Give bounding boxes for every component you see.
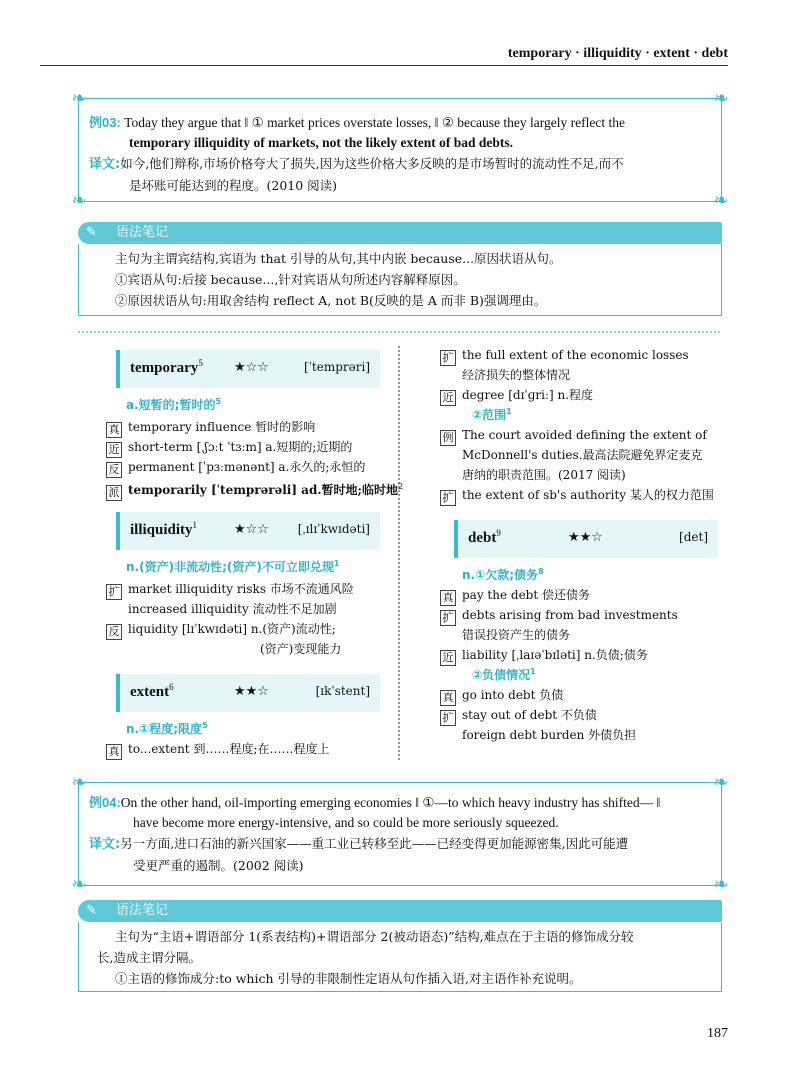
translation-line: 译文:另一方面,进口石油的新兴国家——重工业已转移至此——已经变得更加能源密集,因此可能遭 [89,836,629,852]
star-rating: ★☆☆ [234,360,269,375]
entry-continuation: 错误投资产生的债务 [462,628,571,642]
translation-line: 是坏账可能达到的程度。(2010 阅读) [129,178,338,193]
entry-continuation: 唐纳的职责范围。(2017 阅读) [462,468,626,482]
entry-continuation: McDonnell's duties.最高法院避免界定麦克 [462,448,703,462]
example-tag: 例04: [89,795,121,810]
grammar-line: 主句为“主语+谓语部分 1(系表结构)+谓语部分 2(被动语态)”结构,难点在于主语的修饰成分较 [115,929,634,944]
entry: 派 temporarily [ˈtemprərəli] ad.暂时地;临时地$^2$ [106,478,403,501]
entry: 真 temporary influence 暂时的影响 [106,418,315,438]
ornament-icon: ❧ [713,874,729,895]
column-divider [398,346,404,760]
entry-continuation: (资产)变现能力 [260,642,342,656]
entry: 扩 market illiquidity risks 市场不流通风险 [106,580,354,600]
translation-line: 译文:如今,他们辩称,市场价格夸大了损失,因为这些价格大多反映的是市场暂时的流动性不足,而不 [89,156,624,172]
entry: 近 degree [dɪˈɡriː] n.程度 [440,386,593,406]
entry: 近 short-term [ˌʃɔːt ˈtɜːm] a.短期的;近期的 [106,438,352,458]
word-card-extent [116,674,380,712]
entry: 近 liability [ˌlaɪəˈbɪləti] n.负债;债务 [440,646,648,666]
entry: 真 to...extent 到……程度;在……程度上 [106,740,329,760]
part-of-speech: a.短暂的;暂时的$^5$ [126,397,222,412]
entry: 真 go into debt 负债 [440,686,563,706]
example-sentence-line: have become more energy-intensive, and so could be more seriously squeezed. [133,815,559,830]
entry-continuation: increased illiquidity 流动性不足加剧 [128,602,337,616]
entry-continuation: foreign debt burden 外债负担 [462,728,637,742]
entry: 反 permanent [ˈpɜːmənənt] a.永久的;永恒的 [106,458,365,478]
entry: 例 The court avoided defining the extent of [440,426,707,446]
headword: illiquidity$^1$ [130,520,198,538]
phonetic: [ˌɪlɪˈkwɪdəti] [297,522,370,536]
translation-line: 受更严重的遏制。(2002 阅读) [133,858,304,873]
headword: extent$^6$ [130,682,174,700]
grammar-line: ①宾语从句:后接 because...,针对宾语从句所述内容解释原因。 [115,272,466,287]
part-of-speech: n.①欠款;债务$^8$ [462,567,544,582]
grammar-note-box [78,244,722,316]
ornament-icon: ❧ [713,190,729,211]
page-number: 187 [707,1026,728,1041]
phonetic: [ˈtemprəri] [303,360,370,374]
example-box-03 [71,88,729,211]
grammar-line: 长,造成主谓分隔。 [97,950,201,965]
grammar-note-box [78,922,722,992]
headword: debt$^9$ [468,528,501,546]
translation-tag: 译文: [89,837,121,852]
headword: temporary$^5$ [130,358,203,376]
translation-tag: 译文: [89,157,121,172]
running-header [40,44,728,66]
pen-icon: ✎ [86,903,97,918]
grammar-note-title: ✎ 语法笔记 [78,900,722,922]
pen-icon: ✎ [86,225,97,240]
grammar-note-title: ✎ 语法笔记 [78,222,722,244]
star-rating: ★★☆ [568,530,603,545]
grammar-line: 主句为主谓宾结构,宾语为 that 引导的从句,其中内嵌 because...原因状语从句。 [115,251,562,266]
example-sentence-line: 例03: Today they argue that ‖ ① market prices overstate losses, ‖ ② because they largely reflect the [89,115,625,130]
word-card-illiquidity [116,512,380,550]
word-card-temporary [116,350,380,388]
phonetic: [det] [679,530,708,544]
part-of-speech: ②负债情况$^1$ [472,667,536,682]
phonetic: [ɪkˈstent] [315,684,370,698]
grammar-line: ①主语的修饰成分:to which 引导的非限制性定语从句作插入语,对主语作补充说明。 [115,971,582,986]
header-title: temporary · illiquidity · extent · debt [507,46,728,61]
ornament-icon: ❧ [71,772,87,793]
ornament-icon: ❧ [71,874,87,895]
entry: 扩 debts arising from bad investments [440,606,678,626]
ornament-icon: ❧ [71,88,87,109]
part-of-speech: n.①程度;限度$^5$ [126,721,208,736]
example-sentence-line: 例04:On the other hand, oil-importing emerging economies ‖ ①—to which heavy industry has shifted— ‖ [89,795,661,810]
ornament-icon: ❧ [713,772,729,793]
entry: 扩 stay out of debt 不负债 [440,706,597,726]
entry-continuation: 经济损失的整体情况 [462,368,571,382]
entry: 扩 the extent of sb's authority 某人的权力范围 [440,486,714,506]
ornament-icon: ❧ [713,88,729,109]
entry: 真 pay the debt 偿还债务 [440,586,590,606]
word-card-debt [454,520,718,558]
example-tag: 例03: [89,115,121,130]
grammar-line: ②原因状语从句:用取舍结构 reflect A, not B(反映的是 A 而非 B)强调理由。 [115,293,547,308]
star-rating: ★☆☆ [234,522,269,537]
part-of-speech: n.(资产)非流动性;(资产)不可立即兑现$^1$ [126,559,340,574]
example-box-04 [71,772,729,895]
entry: 扩 the full extent of the economic losses [440,346,689,366]
part-of-speech: ②范围$^1$ [472,407,512,422]
ornament-icon: ❧ [71,190,87,211]
example-sentence-line: temporary illiquidity of markets, not the likely extent of bad debts. [129,135,513,150]
section-divider [78,331,720,333]
entry: 反 liquidity [lɪˈkwɪdəti] n.(资产)流动性; [106,620,336,640]
star-rating: ★★☆ [234,684,269,699]
